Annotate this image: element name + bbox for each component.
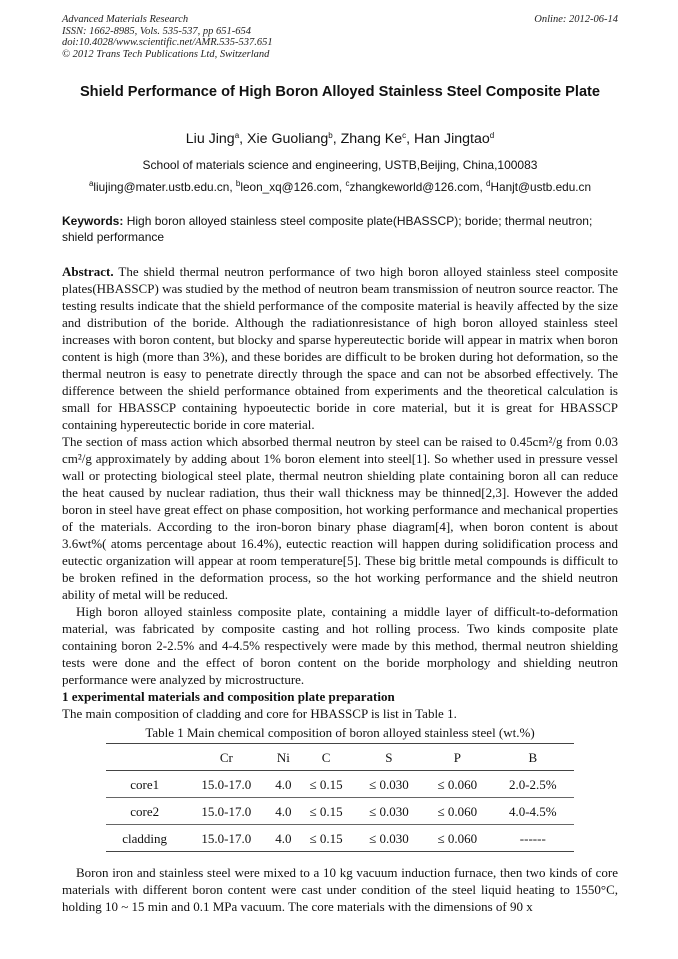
author-mark: a	[234, 131, 240, 140]
table-cell: ≤ 0.060	[423, 798, 491, 825]
table-cell: ≤ 0.15	[297, 771, 354, 798]
abstract-paragraph	[62, 263, 618, 433]
table-cell: ≤ 0.060	[423, 771, 491, 798]
paper-title: Shield Performance of High Boron Alloyed Stainless Steel Composite Plate	[79, 84, 601, 100]
copyright-line: © 2012 Trans Tech Publications Ltd, Switzerland	[62, 48, 270, 60]
table-header-row	[106, 744, 574, 771]
doi-line: doi:10.4028/www.scientific.net/AMR.535-537.651	[62, 37, 273, 48]
table-row	[106, 825, 574, 852]
table-cell: 4.0-4.5%	[492, 798, 574, 825]
table-cell: ≤ 0.030	[355, 825, 423, 852]
table-cell: 2.0-2.5%	[492, 771, 574, 798]
table-header-cell: B	[492, 744, 574, 771]
keywords-block	[62, 214, 618, 245]
table-cell: cladding	[106, 825, 183, 852]
email-address[interactable]: zhangkeworld@126.com	[349, 180, 480, 194]
email-address[interactable]: Hanjt@ustb.edu.cn	[490, 180, 592, 194]
online-date: Online: 2012-06-14	[534, 14, 618, 25]
email-address[interactable]: leon_xq@126.com	[240, 180, 339, 194]
table-header-cell: P	[423, 744, 491, 771]
table-cell: ------	[492, 825, 574, 852]
table-header-cell: Ni	[269, 744, 297, 771]
journal-header	[62, 14, 618, 60]
table-cell: core1	[106, 771, 183, 798]
table-header-cell: C	[297, 744, 354, 771]
table-cell: 4.0	[269, 798, 297, 825]
paper-body	[62, 263, 618, 915]
table-cell: 15.0-17.0	[183, 825, 269, 852]
email-mark: c	[345, 179, 350, 188]
section-heading: 1 experimental materials and composition plate preparation	[62, 689, 395, 704]
body-paragraph: Boron iron and stainless steel were mixed to a 10 kg vacuum induction furnace, then two kinds of core materials with different boron content were cast under condition of the steel liquid heating to 1550°C, holding 10 ~ 15 min and 0.1 MPa vacuum. The core materials with the dimensions of 90 x	[62, 865, 618, 914]
table-header-cell	[106, 744, 183, 771]
author-name: Liu Jing	[185, 131, 235, 147]
keywords-text: High boron alloyed stainless steel composite plate(HBASSCP); boride; thermal neutron; shield performance	[62, 214, 593, 244]
abstract-text: The shield thermal neutron performance of two high boron alloyed stainless steel composite plates(HBASSCP) was studied by the method of neutron beam transmission of neutron source reactor. The testing results indicate that the shield performance of the composite material is heavily affected by the size and distribution of the boride. Although the radiationresistance of high boron alloyed stainless steel increases with boron content, but blocky and sparse hypereutectic boride will appear in matrix when boron content is high (more than 3%), and these borides are difficult to be broken during hot deformation, so the thermal neutron is easy to penetrate directly through the space and can not be absorbed effectively. The difference between the shield performance obtained from experiments and the theoretical calculation is small for HBASSCP containing hypoeutectic boride in core material, but it is great for HBASSCP containing hypereutectic boride in core material.	[62, 264, 619, 432]
author-name: Xie Guoliang	[247, 131, 329, 147]
author-name: Zhang Ke	[340, 131, 403, 147]
abstract-label: Abstract.	[62, 264, 114, 279]
keywords-label: Keywords:	[62, 214, 124, 228]
composition-table	[106, 743, 574, 852]
table-cell: ≤ 0.060	[423, 825, 491, 852]
table-cell: ≤ 0.15	[297, 798, 354, 825]
journal-name: Advanced Materials Research	[62, 14, 189, 25]
email-address[interactable]: liujing@mater.ustb.edu.cn	[93, 180, 230, 194]
table-cell: ≤ 0.030	[355, 771, 423, 798]
table-header-cell: S	[355, 744, 423, 771]
table-row	[106, 798, 574, 825]
body-paragraph: High boron alloyed stainless composite plate, containing a middle layer of difficult-to-deformation material, was fabricated by composite casting and hot rolling process. Two kinds composite plate containing boron 2-2.5% and 4-4.5% respectively were made by this method, thermal neutron shielding tests were done and the effect of boron content on the boride morphology and shielding neutron performance were analyzed by microstructure.	[62, 604, 618, 687]
email-mark: a	[88, 179, 94, 188]
email-mark: d	[486, 179, 491, 188]
affiliation: School of materials science and engineering, USTB,Beijing, China,100083	[142, 158, 538, 172]
email-mark: b	[235, 179, 241, 188]
table-cell: core2	[106, 798, 183, 825]
table-header-cell: Cr	[183, 744, 269, 771]
table-cell: 15.0-17.0	[183, 798, 269, 825]
body-paragraph: The section of mass action which absorbed thermal neutron by steel can be raised to 0.45cm²/g from 0.03 cm²/g approximately by adding about 1% boron element into steel[1]. So whether used in pressure vessel wall or protecting biological steel plate, thermal neutron shielding plate containing boron all can reduce the heat caused by nuclear radiation, thus their wall thickness may be thinned[2,3]. However the added boron in steel have great effect on phase composition, hot working performance and mechanical properties of the materials. According to the iron-boron binary phase diagram[4], when boron content is about 3.6wt%( atoms percentage about 16.4%), eutectic reaction will happen during solidification process and eutectic organization will appear at room temperature[5]. These big brittle metal compounds is difficult to be broken refined in the deformation process, so the hot working performance and the shield neutron ability of metal will be reduced.	[62, 434, 618, 602]
table-cell: 4.0	[269, 825, 297, 852]
section-intro: The main composition of cladding and core for HBASSCP is list in Table 1.	[62, 706, 457, 721]
table-cell: ≤ 0.15	[297, 825, 354, 852]
table-row	[106, 771, 574, 798]
author-mark: d	[489, 131, 495, 140]
email-list: $^a$liujing@mater.ustb.edu.cn, $^b$leon_xq@126.com, $^c$zhangkeworld@126.com, $^d$Hanjt@ustb.edu.cn	[88, 179, 592, 194]
author-name: Han Jingtao	[414, 131, 490, 147]
author-mark: c	[402, 131, 407, 140]
table-cell: 15.0-17.0	[183, 771, 269, 798]
issn-line: ISSN: 1662-8985, Vols. 535-537, pp 651-654	[62, 25, 251, 37]
author-mark: b	[328, 131, 333, 140]
table-cell: 4.0	[269, 771, 297, 798]
author-list: Liu Jing$^a$, Xie Guoliang$^b$, Zhang Ke$^c$, Han Jingtao$^d$	[185, 131, 495, 147]
table-caption: Table 1 Main chemical composition of boron alloyed stainless steel (wt.%)	[145, 725, 535, 740]
table-cell: ≤ 0.030	[355, 798, 423, 825]
